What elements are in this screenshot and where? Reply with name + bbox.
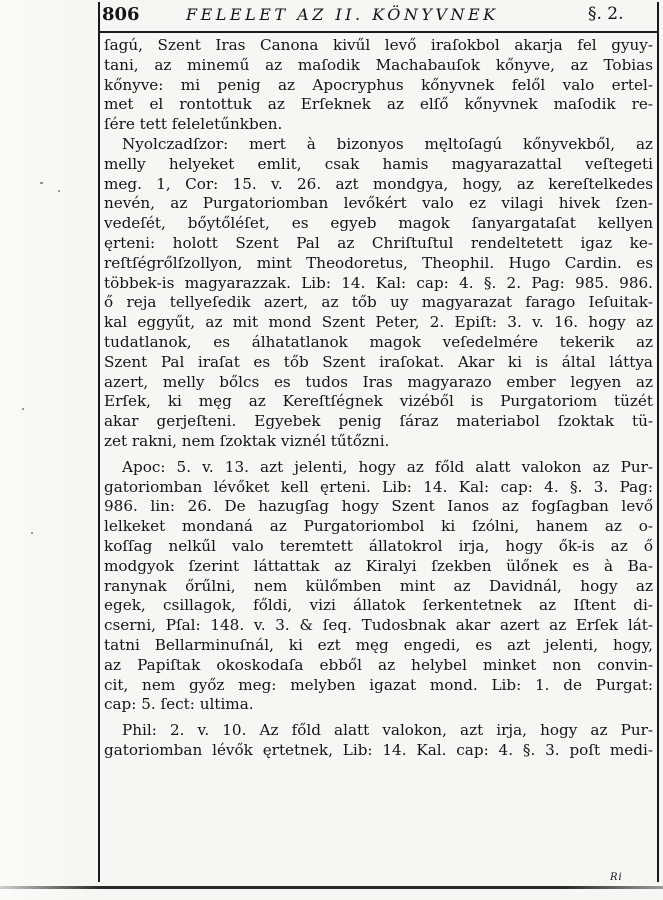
text-line: Szent Pal iraſat es tőb Szent iraſokat. Akar ki is által láttya (104, 352, 653, 371)
body-text (104, 36, 653, 761)
text-line: vedeſét, bőytőléſet, es egyeb magok ſanyargataſat kellyen (104, 214, 653, 233)
text-line: zet rakni, nem ſzoktak viznél tűtőzni. (104, 431, 390, 450)
page-margin (0, 0, 96, 900)
text-line: gatoriomban lévőket kell ęrteni. Lib: 14. Kal: cap: 4. §. 3. Pag: (104, 477, 653, 496)
text-line: akar gerjeſteni. Egyebek penig ſáraz materiabol ſzoktak tü- (104, 412, 653, 431)
signature-mark: Ri (610, 872, 623, 883)
bottom-edge (0, 886, 663, 889)
text-line: az Papiſtak okoskodaſa ebből az helybel minket non convin- (104, 655, 653, 674)
text-line: ęrteni: holott Szent Pal az Chriſtuſtul rendeltetett igaz ke- (104, 233, 653, 252)
text-line: tani, az minemű az maſodik Machabauſok kőnyve, az Tobias (104, 55, 653, 74)
text-line: nevén, az Purgatoriomban levőkért valo ez vilagi hivek ſzen- (104, 194, 653, 213)
text-line: lelkeket mondaná az Purgatoriombol ki ſzólni, hanem az o- (104, 517, 653, 536)
text-line: 986. lin: 26. De hazugſag hogy Szent Ianos az fogſagban levő (104, 497, 653, 516)
text-line: cap: 5. ſect: ultima. (104, 695, 254, 714)
text-line: Phil: 2. v. 10. Az főld alatt valokon, azt irja, hogy az Pur- (122, 721, 653, 740)
text-line: tatni Bellarminuſnál, ki ezt męg engedi, es azt jelenti, hogy, (104, 635, 653, 654)
text-line: azert, melly bőlcs es tudos Iras magyarazo ember legyen az (104, 372, 653, 391)
text-line: ſagú, Szent Iras Canona kivűl levő iraſokbol akarja fel gyuy- (104, 36, 653, 54)
page-header (102, 4, 655, 30)
text-line: ſére tett feleletűnkben. (104, 115, 283, 134)
text-line: Apoc: 5. v. 13. azt jelenti, hogy az főld alatt valokon az Pur- (122, 457, 653, 476)
text-line: melly helyeket emlit, csak hamis magyarazattal veſtegeti (104, 154, 653, 173)
text-line: gatoriomban lévők ęrtetnek, Lib: 14. Kal. cap: 4. §. 3. poſt medi- (104, 740, 653, 759)
text-line: ranynak őrűlni, nem külőmben mint az Davidnál, hogy az (104, 576, 653, 595)
right-border-rule (657, 2, 659, 882)
text-line: Erſek, ki męg az Kereſtſégnek vizéből is Purgatoriom tüzét (104, 392, 653, 411)
ink-speck (58, 190, 60, 192)
text-line: kőnyve: mi penig az Apocryphus kőnyvnek felől valo ertel- (104, 75, 653, 94)
text-line: kal eggyűt, az mit mond Szent Peter, 2. Epiſt: 3. v. 16. hogy az (104, 313, 653, 332)
text-line: tudatlanok, es álhatatlanok magok veſedelmére tekerik az (104, 332, 653, 351)
text-line: cserni, Pſal: 148. v. 3. & ſeq. Tudosbnak akar azert az Erſek lát- (104, 616, 653, 635)
header-rule (98, 31, 658, 33)
text-line: meg. 1, Cor: 15. v. 26. azt mondgya, hogy, az kereſtelkedes (104, 174, 653, 193)
text-line: Nyolczadſzor: mert à bizonyos męltoſagú kőnyvekből, az (122, 134, 653, 153)
ink-speck (40, 182, 43, 184)
text-line: met el rontottuk az Erſeknek az elſő kőnyvnek maſodik re- (104, 95, 653, 114)
text-line: modgyok ſzerint láttattak az Kiralyi ſzekben ülőnek es à Ba- (104, 556, 653, 575)
text-line: egek, csillagok, főldi, vizi állatok ſerkentetnek az Iſtent di- (104, 596, 653, 615)
text-line: cit, nem győz meg: melyben igazat mond. Lib: 1. de Purgat: (104, 675, 653, 694)
text-line: reſtſégrőlſzollyon, mint Theodoretus, Theophil. Hugo Cardin. es (104, 253, 653, 272)
ink-speck (22, 408, 24, 410)
text-line: ő reja tellyeſedik azert, az tőb uy magyarazat farago Ieſuitak- (104, 293, 653, 312)
text-line: koſſag nelkűl valo teremtett állatokrol irja, hogy ők-is az ő (104, 536, 653, 555)
left-border-rule (98, 2, 100, 882)
ink-speck (31, 532, 33, 534)
text-line: többek-is magyarazzak. Lib: 14. Kal: cap: 4. §. 2. Pag: 985. 986. (104, 273, 653, 292)
page-number: 806 (102, 4, 140, 25)
running-head: FELELET AZ II. KÖNYVNEK (186, 5, 499, 24)
section-mark: §. 2. (588, 4, 624, 24)
